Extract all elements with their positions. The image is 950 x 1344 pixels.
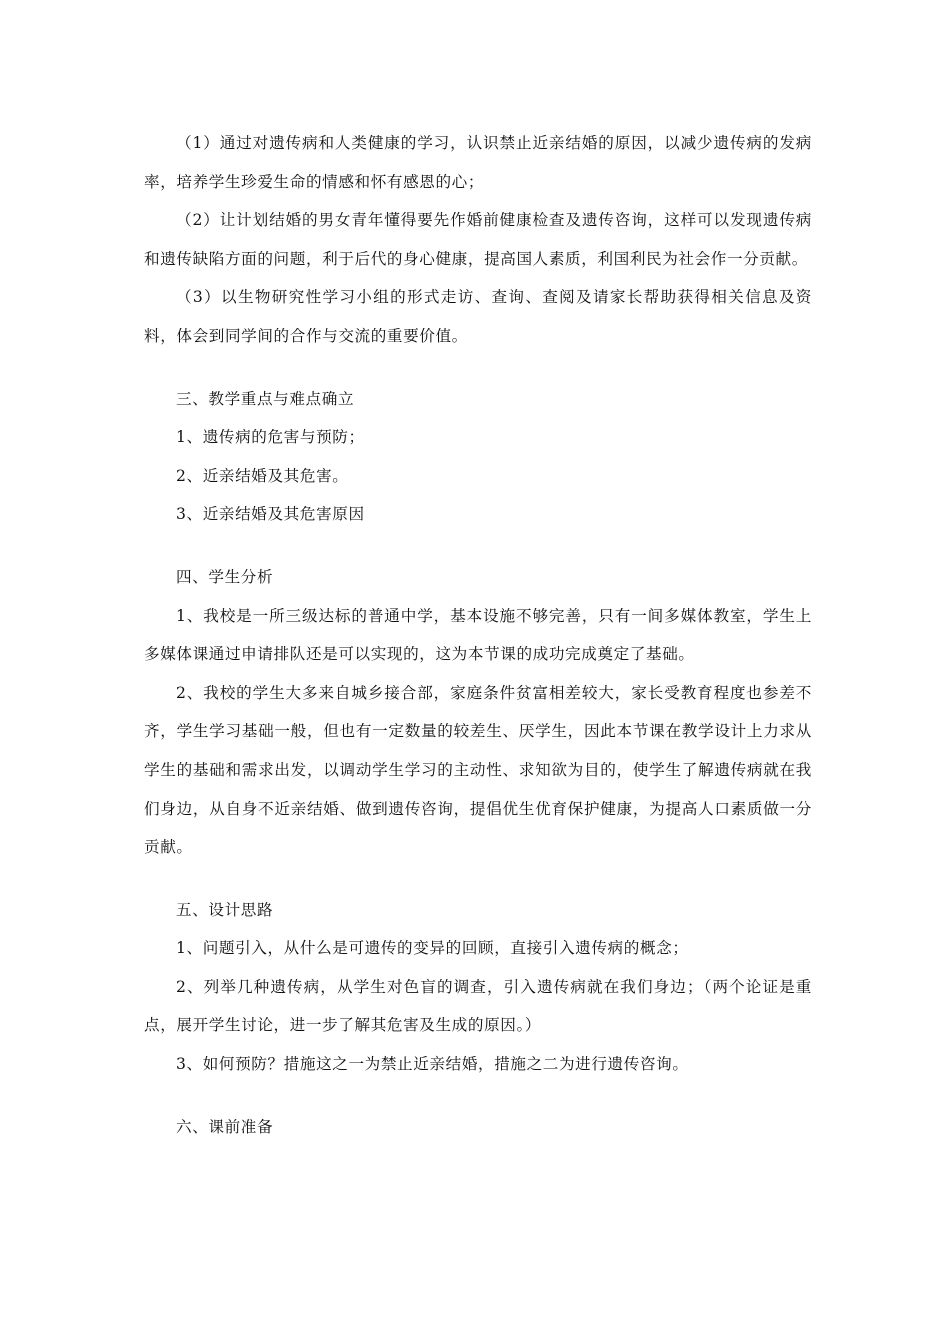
student-analysis-paragraph: 1、我校是一所三级达标的普通中学，基本设施不够完善，只有一间多媒体教室，学生上多媒体课通过申请排队还是可以实现的，这为本节课的成功完成奠定了基础。 [144, 606, 812, 664]
spacer [144, 1084, 812, 1108]
objective-3: （3）以生物研究性学习小组的形式走访、查询、查阅及请家长帮助获得相关信息及资料，体会到同学间的合作与交流的重要价值。 [144, 288, 812, 345]
document-page [144, 124, 812, 1146]
objective-2: （2）让计划结婚的男女青年懂得要先作婚前健康检查及遗传咨询，这样可以发现遗传病和遗传缺陷方面的问题，利于后代的身心健康，提高国人素质，利国利民为社会作一分贡献。 [144, 211, 812, 268]
section-heading-preparation: 六、课前准备 [176, 1117, 274, 1136]
spacer [144, 867, 812, 891]
section-heading-key-points: 三、教学重点与难点确立 [176, 389, 355, 408]
spacer [144, 534, 812, 558]
design-idea-paragraph: 3、如何预防？措施这之一为禁止近亲结婚，措施之二为进行遗传咨询。 [176, 1055, 689, 1074]
key-point-item: 2、近亲结婚及其危害。 [176, 466, 349, 485]
key-point-item: 1、遗传病的危害与预防； [176, 428, 365, 447]
design-idea-paragraph: 1、问题引入，从什么是可遗传的变异的回顾，直接引入遗传病的概念； [176, 939, 689, 958]
student-analysis-paragraph: 2、我校的学生大多来自城乡接合部，家庭条件贫富相差较大，家长受教育程度也参差不齐，学生学习基础一般，但也有一定数量的较差生、厌学生，因此本节课在教学设计上力求从学生的基础和需求出发，以调动学生学习的主动性、求知欲为目的，使学生了解遗传病就在我们身边，从自身不近亲结婚、做到遗传咨询，提倡优生优育保护健康，为提高人口素质做一分贡献。 [144, 683, 812, 857]
section-heading-design-ideas: 五、设计思路 [176, 900, 274, 919]
spacer [144, 356, 812, 380]
section-heading-student-analysis: 四、学生分析 [176, 567, 274, 586]
design-idea-paragraph: 2、列举几种遗传病，从学生对色盲的调查，引入遗传病就在我们身边；（两个论证是重点，展开学生讨论，进一步了解其危害及生成的原因。） [144, 977, 812, 1035]
key-point-item: 3、近亲结婚及其危害原因 [176, 505, 365, 524]
objective-1: （1）通过对遗传病和人类健康的学习，认识禁止近亲结婚的原因，以减少遗传病的发病率，培养学生珍爱生命的情感和怀有感恩的心； [144, 134, 812, 191]
